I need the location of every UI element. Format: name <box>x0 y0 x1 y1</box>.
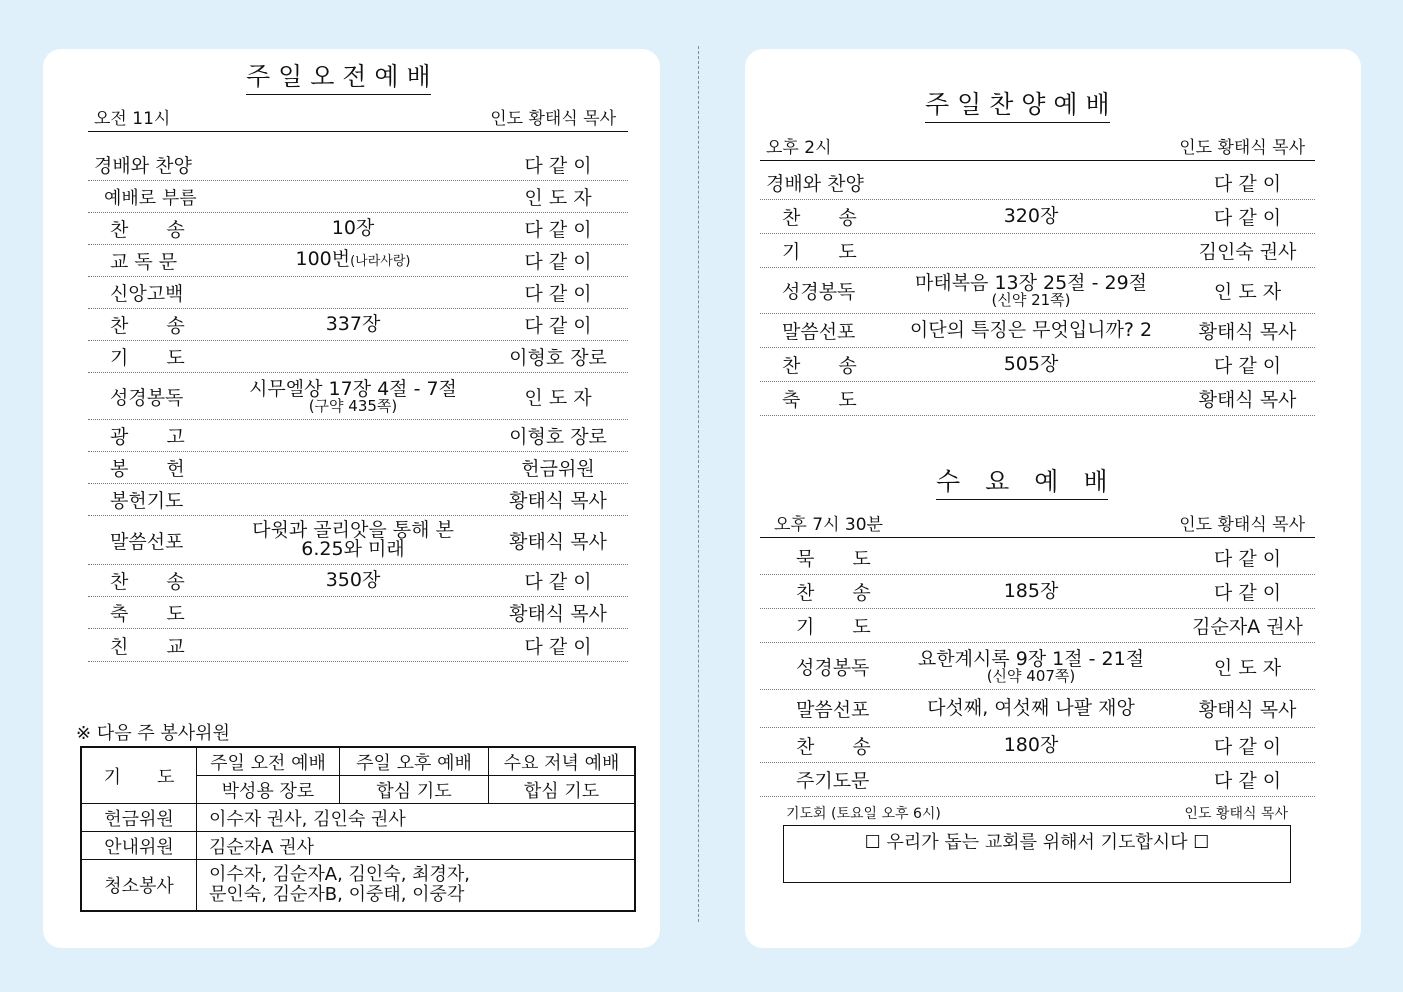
duty-col-head: 주일 오후 예배 <box>340 747 489 776</box>
duty-row-label: 청소봉사 <box>81 860 197 912</box>
order-row <box>88 341 628 373</box>
order-item-person: 다 같 이 <box>524 251 592 273</box>
order-item-name: 신앙고백 <box>110 283 184 305</box>
order-item-detail <box>238 219 468 238</box>
order-row <box>760 643 1315 690</box>
order-item-name: 예배로 부름 <box>104 187 197 209</box>
order-item-detail <box>238 315 468 334</box>
duty-prayer-value: 합심 기도 <box>489 776 636 804</box>
order-row <box>760 348 1315 382</box>
order-item-person: 인 도 자 <box>1213 656 1282 679</box>
order-row <box>760 314 1315 348</box>
order-item-name: 주기도문 <box>796 770 870 792</box>
duty-cleaning-line-2: 문인숙, 김순자B, 이중태, 이중각 <box>209 884 465 905</box>
order-item-detail-sub: (신약 21쪽) <box>991 291 1071 309</box>
order-item-person: 다 같 이 <box>1213 770 1282 792</box>
order-row <box>760 609 1315 643</box>
order-item-detail-main: 185장 <box>1003 580 1059 602</box>
order-row <box>88 629 628 662</box>
duty-row-value: 김순자A 권사 <box>197 832 636 860</box>
order-item-name: 성경봉독 <box>110 386 184 409</box>
order-item-detail-main: 다윗과 골리앗을 통해 본 <box>252 519 454 541</box>
prayer-meeting-leader: 인도 황태식 목사 <box>1184 806 1288 822</box>
order-item-detail-main: 다섯째, 여섯째 나팔 재앙 <box>927 697 1135 719</box>
order-item-person: 이형호 장로 <box>509 426 607 448</box>
order-item-detail <box>900 207 1162 226</box>
order-row <box>760 763 1315 797</box>
order-row <box>88 597 628 629</box>
order-item-name: 기 도 <box>110 347 185 369</box>
order-item-detail <box>238 250 468 271</box>
order-item-person: 인 도 자 <box>524 187 592 209</box>
order-item-name: 경배와 찬양 <box>766 173 864 195</box>
order-item-detail-main: 이단의 특징은 무엇입니까? 2 <box>909 319 1153 341</box>
order-item-person: 다 같 이 <box>1213 355 1282 377</box>
wednesday-service-time: 오후 7시 30분 <box>774 515 883 535</box>
order-row <box>88 484 628 516</box>
duty-row-label: 헌금위원 <box>81 804 197 832</box>
wednesday-service-title: 수 요 예 배 <box>936 467 1108 500</box>
duty-prayer-value: 박성용 장로 <box>197 776 340 804</box>
order-item-detail-main: 100번 <box>295 248 351 270</box>
order-row <box>760 268 1315 314</box>
order-item-person: 황태식 목사 <box>1198 699 1297 721</box>
order-row <box>88 245 628 277</box>
order-row <box>88 213 628 245</box>
duty-prayer-value: 합심 기도 <box>340 776 489 804</box>
order-item-name: 성경봉독 <box>796 656 870 679</box>
order-row <box>760 382 1315 416</box>
order-item-detail <box>900 321 1162 340</box>
order-row <box>760 728 1315 763</box>
order-item-name: 찬 송 <box>782 355 857 377</box>
order-item-name: 찬 송 <box>796 582 871 604</box>
afternoon-service-title: 주 일 찬 양 예 배 <box>925 90 1110 123</box>
wednesday-service-header <box>760 514 1315 538</box>
order-item-detail-sub: (나라사랑) <box>350 254 411 269</box>
duty-table <box>80 746 636 912</box>
order-item-detail-main: 337장 <box>325 313 381 335</box>
order-row <box>88 373 628 420</box>
order-item-person: 황태식 목사 <box>509 530 607 553</box>
order-item-detail-main: 마태복음 13장 25절 - 29절 <box>914 272 1148 294</box>
prayer-request-box: ☐ 우리가 돕는 교회를 위해서 기도합시다 ☐ <box>783 825 1291 883</box>
wednesday-service-leader: 인도 황태식 목사 <box>1179 515 1305 535</box>
next-week-duty-note: ※ 다음 주 봉사위원 <box>76 723 230 744</box>
order-item-person: 김인숙 권사 <box>1198 241 1297 263</box>
order-row <box>88 420 628 452</box>
order-item-person: 다 같 이 <box>524 283 592 305</box>
order-row <box>88 148 628 181</box>
order-item-person: 인 도 자 <box>1213 281 1282 303</box>
order-item-name: 찬 송 <box>110 571 185 593</box>
order-item-person: 다 같 이 <box>1213 548 1282 570</box>
order-item-name: 찬 송 <box>110 219 185 241</box>
order-item-name: 말씀선포 <box>782 321 856 343</box>
duty-col-head: 수요 저녁 예배 <box>489 747 636 776</box>
order-item-detail <box>900 699 1162 718</box>
order-item-detail <box>238 571 468 590</box>
order-item-name: 봉 헌 <box>110 458 185 480</box>
order-item-detail-main: 10장 <box>331 217 375 239</box>
order-row <box>88 181 628 213</box>
order-item-person: 황태식 목사 <box>1198 389 1297 411</box>
order-item-detail-main: 320장 <box>1003 205 1059 227</box>
order-item-detail <box>900 733 1162 756</box>
order-item-detail-sub: (구약 435쪽) <box>308 396 398 415</box>
order-item-detail <box>900 582 1162 601</box>
order-item-person: 다 같 이 <box>524 154 592 177</box>
order-row <box>760 200 1315 234</box>
order-item-detail <box>900 274 1162 307</box>
afternoon-service-header <box>760 137 1315 161</box>
order-item-person: 황태식 목사 <box>509 603 607 625</box>
order-item-person: 다 같 이 <box>524 219 592 241</box>
morning-service-leader: 인도 황태식 목사 <box>490 109 616 129</box>
morning-service-time: 오전 11시 <box>94 109 171 129</box>
order-item-person: 다 같 이 <box>524 315 592 337</box>
duty-prayer-label: 기 도 <box>81 747 197 804</box>
order-item-detail-main: 350장 <box>325 569 381 591</box>
order-item-person: 다 같 이 <box>524 571 592 593</box>
order-row <box>88 452 628 484</box>
morning-service-header <box>88 108 628 132</box>
order-item-detail <box>238 521 468 559</box>
order-item-name: 찬 송 <box>796 735 871 758</box>
order-item-person: 인 도 자 <box>524 386 592 409</box>
order-row <box>760 690 1315 728</box>
order-row <box>760 541 1315 575</box>
order-item-detail-main: 요한계시록 9장 1절 - 21절 <box>917 647 1145 670</box>
order-item-person: 이형호 장로 <box>509 347 607 369</box>
order-item-detail-main: 505장 <box>1003 353 1059 375</box>
order-item-name: 교 독 문 <box>110 251 178 273</box>
order-row <box>88 309 628 341</box>
prayer-meeting-header <box>786 803 1288 823</box>
order-item-name: 축 도 <box>110 603 185 625</box>
duty-row-value: 이수자 권사, 김인숙 권사 <box>197 804 636 832</box>
order-item-detail <box>900 355 1162 374</box>
order-item-detail-sub: (신약 407쪽) <box>986 666 1076 685</box>
order-item-name: 친 교 <box>110 635 185 658</box>
order-item-name: 찬 송 <box>782 207 857 229</box>
order-row <box>88 516 628 565</box>
order-item-person: 다 같 이 <box>1213 735 1282 758</box>
order-item-person: 황태식 목사 <box>509 490 607 512</box>
order-item-person: 다 같 이 <box>1213 207 1282 229</box>
order-item-name: 찬 송 <box>110 315 185 337</box>
order-item-name: 성경봉독 <box>782 281 856 303</box>
morning-service-title: 주 일 오 전 예 배 <box>246 62 431 95</box>
order-item-person: 다 같 이 <box>1213 582 1282 604</box>
order-item-name: 기 도 <box>796 616 871 638</box>
order-item-name: 말씀선포 <box>796 699 870 721</box>
order-row <box>88 565 628 597</box>
order-item-person: 다 같 이 <box>1213 173 1282 195</box>
order-item-person: 김순자A 권사 <box>1192 616 1303 638</box>
afternoon-service-time: 오후 2시 <box>766 138 832 158</box>
order-item-person: 황태식 목사 <box>1198 321 1297 343</box>
order-item-detail-main: 180장 <box>1003 733 1059 756</box>
order-item-name: 광 고 <box>110 426 185 448</box>
duty-col-head: 주일 오전 예배 <box>197 747 340 776</box>
prayer-meeting-label: 기도회 (토요일 오후 6시) <box>786 806 941 822</box>
order-item-name: 경배와 찬양 <box>94 154 192 177</box>
order-row <box>760 234 1315 268</box>
order-row <box>760 166 1315 200</box>
order-item-person: 헌금위원 <box>521 458 595 480</box>
order-row <box>760 575 1315 609</box>
order-item-detail <box>900 647 1162 685</box>
order-row <box>88 277 628 309</box>
order-item-name: 기 도 <box>782 241 857 263</box>
order-item-detail <box>238 377 468 415</box>
order-item-name: 묵 도 <box>796 548 871 570</box>
duty-cleaning-line-1: 이수자, 김순자A, 김인숙, 최경자, <box>209 864 471 885</box>
order-item-name: 말씀선포 <box>110 530 184 553</box>
duty-row-label: 안내위원 <box>81 832 197 860</box>
order-item-name: 축 도 <box>782 389 857 411</box>
duty-row-value <box>197 860 636 912</box>
order-item-person: 다 같 이 <box>524 635 592 658</box>
order-item-detail-sub: 6.25와 미래 <box>301 538 405 560</box>
order-item-name: 봉헌기도 <box>110 490 184 512</box>
order-item-detail-main: 시무엘상 17장 4절 - 7절 <box>249 377 457 400</box>
afternoon-service-leader: 인도 황태식 목사 <box>1179 138 1305 158</box>
page-fold-divider <box>698 46 699 922</box>
